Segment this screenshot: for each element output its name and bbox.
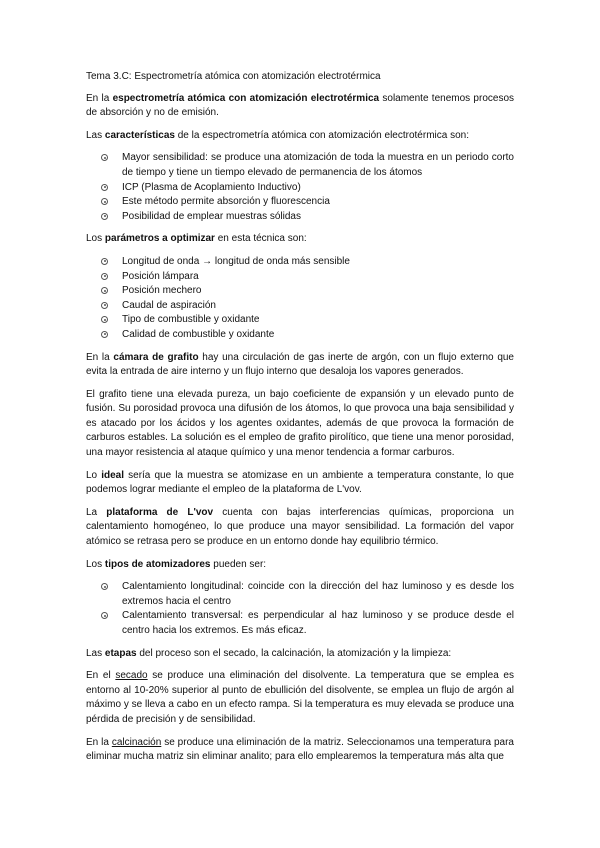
calcination-paragraph — [86, 736, 514, 765]
bold-term: cámara de grafito — [113, 351, 199, 363]
lvov-platform-paragraph — [86, 506, 514, 550]
text: Las — [86, 647, 105, 659]
list-item — [86, 328, 514, 343]
text: Las — [86, 129, 105, 141]
bullet-icon — [101, 287, 108, 294]
drying-paragraph — [86, 669, 514, 727]
text: en esta técnica son: — [214, 233, 307, 245]
text: pueden ser: — [210, 558, 267, 570]
text: Los — [86, 233, 105, 245]
list-item — [86, 210, 514, 225]
ideal-paragraph — [86, 469, 514, 498]
list-item-text: Tipo de combustible y oxidante — [122, 314, 260, 326]
text: En la — [86, 351, 114, 363]
text: se produce una eliminación del disolvente. La temperatura que se emplea es entorno al 10-20% superior al punto de ebullición del disolvente, se emplea un flujo de argón al máximo y se lleva a cabo en un efecto rampa. Si la temperatura es muy elevada se produce una pérdida de precisión y de sensibilidad. — [86, 670, 514, 725]
bold-term: ideal — [101, 469, 125, 481]
list-item — [86, 270, 514, 285]
bold-term: etapas — [104, 647, 137, 659]
bullet-icon — [101, 258, 108, 265]
list-item — [86, 580, 514, 609]
bullet-icon — [101, 316, 108, 323]
list-item-text: Caudal de aspiración — [122, 299, 216, 311]
list-item-text: Posición mechero — [122, 285, 202, 297]
characteristics-heading — [86, 129, 514, 144]
bullet-icon — [101, 273, 108, 280]
list-item — [86, 181, 514, 196]
list-item-text: Posibilidad de emplear muestras sólidas — [122, 210, 301, 222]
bullet-icon — [101, 198, 108, 205]
text: En la — [86, 92, 113, 104]
bullet-icon — [101, 154, 108, 161]
list-item — [86, 151, 514, 180]
parameters-heading — [86, 232, 514, 247]
list-item-text: Calidad de combustible y oxidante — [122, 328, 275, 340]
text: Lo — [86, 469, 102, 481]
list-item-text: Posición lámpara — [122, 270, 199, 282]
text: del proceso son el secado, la calcinación, la atomización y la limpieza: — [136, 647, 452, 659]
list-item-text: ICP (Plasma de Acoplamiento Inductivo) — [122, 181, 301, 193]
atomizer-types-heading — [86, 558, 514, 573]
text: En el — [86, 670, 116, 682]
bold-term: tipos de atomizadores — [104, 558, 211, 570]
list-item-text: Este método permite absorción y fluorescencia — [122, 196, 330, 208]
bold-term: características — [104, 129, 175, 141]
list-item-text: Longitud de onda → longitud de onda más sensible — [122, 255, 350, 267]
underlined-term: calcinación — [111, 736, 162, 748]
stages-paragraph — [86, 647, 514, 662]
list-item — [86, 284, 514, 299]
list-item-text: Calentamiento longitudinal: coincide con la dirección del haz luminoso y es desde los extremos hacia el centro — [122, 581, 514, 607]
graphite-properties-paragraph: El grafito tiene una elevada pureza, un bajo coeficiente de expansión y un elevado punto de fusión. Su porosidad provoca una difusión de los átomos, lo que provoca una baja sensibilidad y es atacado por los ácidos y los agentes oxidantes, además de que provoca la formación de carburos estables. La solución es el empleo de grafito pirolítico, que tiene una menor porosidad, una mayor resistencia al ataque químico y una menor tendencia a formar carburos. — [86, 388, 514, 459]
text: cuenta con bajas interferencias químicas, proporciona un calentamiento homogéneo, lo que produce una mayor sensibilidad. La formación del vapor atómico se retrasa pero se produce en un entorno donde hay equilibrio térmico. — [86, 506, 514, 548]
bold-term: espectrometría atómica con atomización electrotérmica — [112, 92, 380, 104]
list-item — [86, 195, 514, 210]
text: En la — [86, 736, 112, 748]
text: de la espectrometría atómica con atomización electrotérmica son: — [174, 129, 469, 141]
list-item — [86, 255, 514, 270]
bullet-icon — [101, 331, 108, 338]
parameters-list — [86, 255, 514, 343]
graphite-chamber-paragraph — [86, 351, 514, 380]
text: solamente tenemos procesos de absorción y no de emisión. — [86, 92, 515, 119]
atomizer-types-list — [86, 580, 514, 638]
bold-term: plataforma de L'vov — [106, 506, 214, 518]
list-item — [86, 299, 514, 314]
characteristics-list — [86, 151, 514, 224]
list-item-text: Mayor sensibilidad: se produce una atomización de toda la muestra en un periodo corto de tiempo y tiene un tiempo elevado de permanencia de los átomos — [122, 152, 514, 178]
text: se produce una eliminación de la matriz. Seleccionamos una temperatura para eliminar mucha matriz sin eliminar analito; para ello emplearemos la temperatura más alta que — [86, 736, 514, 763]
list-item — [86, 313, 514, 328]
text: Los — [86, 558, 105, 570]
list-item-text: Calentamiento transversal: es perpendicular al haz luminoso y se produce desde el centro hacia los extremos. Es más eficaz. — [122, 610, 514, 636]
bullet-icon — [101, 612, 108, 619]
intro-paragraph — [86, 92, 514, 121]
bullet-icon — [101, 583, 108, 590]
bullet-icon — [101, 184, 108, 191]
bullet-icon — [101, 302, 108, 309]
bullet-icon — [101, 213, 108, 220]
underlined-term: secado — [115, 670, 148, 682]
document-title: Tema 3.C: Espectrometría atómica con atomización electrotérmica — [86, 71, 381, 82]
text: sería que la muestra se atomizase en un ambiente a temperatura constante, lo que podemos lograr mediante el empleo de la plataforma de L'vov. — [86, 469, 514, 496]
text: La — [86, 506, 107, 518]
bold-term: parámetros a optimizar — [104, 233, 215, 245]
list-item — [86, 609, 514, 638]
text: hay una circulación de gas inerte de argón, con un flujo externo que evita la entrada de aire interno y un flujo interno que desaloja los vapores generados. — [86, 351, 514, 378]
